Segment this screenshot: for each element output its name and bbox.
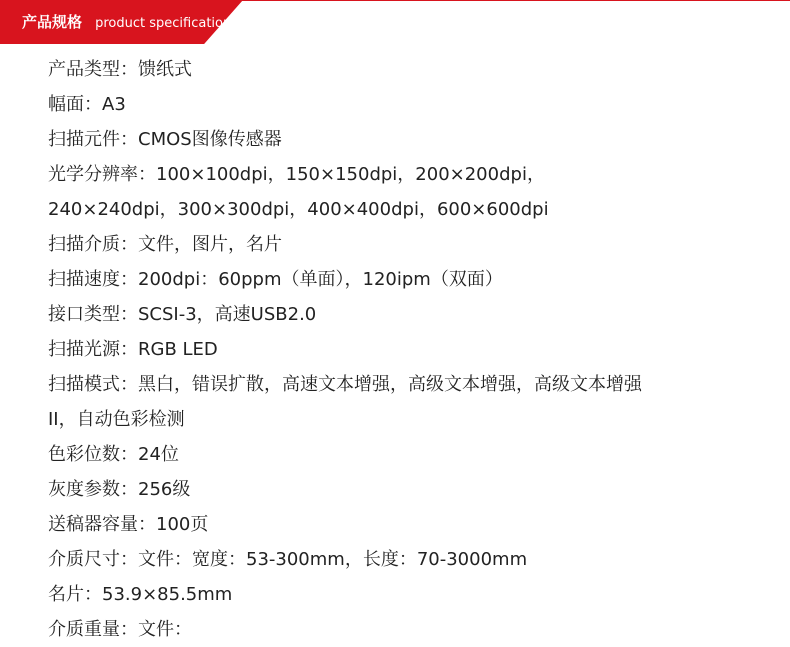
spec-speed: 扫描速度：200dpi：60ppm（单面），120ipm（双面）: [48, 269, 503, 290]
spec-light-source: 扫描光源：RGB LED: [48, 339, 218, 360]
spec-sensor: 扫描元件：CMOS图像传感器: [48, 129, 282, 150]
spec-resolution-cont: 240×240dpi，300×300dpi，400×400dpi，600×600dpi: [48, 199, 549, 220]
header-rule: [200, 0, 790, 1]
header-title-en: product specifications: [95, 16, 239, 31]
section-header: [0, 0, 790, 44]
spec-scan-mode-cont: II，自动色彩检测: [48, 409, 185, 430]
spec-card-size: 名片：53.9×85.5mm: [48, 584, 233, 605]
spec-resolution: 光学分辨率：100×100dpi，150×150dpi，200×200dpi，: [48, 164, 545, 185]
header-title: [22, 12, 238, 34]
spec-interface: 接口类型：SCSI-3，高速USB2.0: [48, 304, 317, 325]
spec-feeder-capacity: 送稿器容量：100页: [48, 514, 209, 535]
spec-color-depth: 色彩位数：24位: [48, 444, 179, 465]
spec-scan-mode: 扫描模式：黑白，错误扩散，高速文本增强，高级文本增强，高级文本增强: [48, 374, 642, 395]
header-title-cn: 产品规格: [22, 13, 83, 31]
spec-grayscale: 灰度参数：256级: [48, 479, 191, 500]
spec-product-type: 产品类型：馈纸式: [48, 59, 192, 80]
spec-media: 扫描介质：文件，图片，名片: [48, 234, 282, 255]
spec-list: [48, 52, 768, 647]
spec-media-weight: 介质重量：文件：: [48, 619, 192, 640]
spec-paper-size: 幅面：A3: [48, 94, 126, 115]
spec-media-size: 介质尺寸：文件：宽度：53-300mm，长度：70-3000mm: [48, 549, 528, 570]
